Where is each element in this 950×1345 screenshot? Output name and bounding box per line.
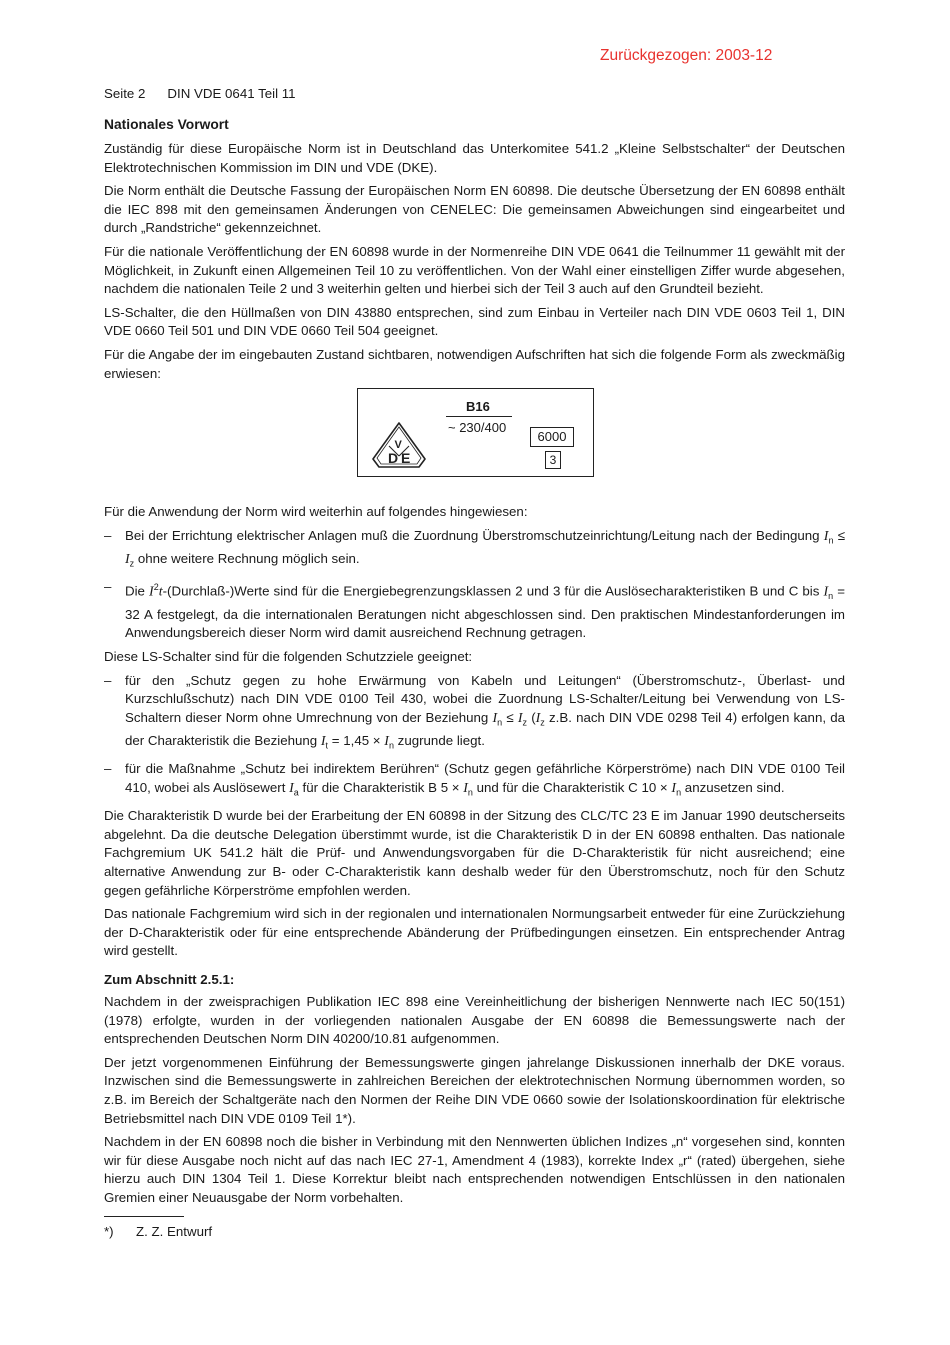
list-item-text: für den „Schutz gegen zu hohe Erwärmung von Kabeln und Leitungen“ (Überstromschutz-, Überlast- und Kurzschlußschutz) nach DIN VDE 0100 Teil 430, wobei die Zuordnung LS-Schalter/Leitung bei Verwendung von LS-Schaltern dieser Norm ohne Umrechnung von der Beziehung <box>125 672 845 725</box>
list-item-text: ohne weitere Rechnung möglich sein. <box>137 550 360 566</box>
mark-letter-v: V <box>394 439 402 452</box>
paragraph-marking: Für die Angabe der im eingebauten Zustand sichtbaren, notwendigen Aufschriften hat sich die folgende Form als zweckmäßig erwiesen: <box>104 346 845 381</box>
page-title: Nationales Vorwort <box>104 117 229 132</box>
mark-letter-e: E <box>401 450 411 467</box>
paragraph-committee: Das nationale Fachgremium wird sich in der regionalen und internationalen Normungsarbeit entweder für eine Zurückziehung der D-Charakteristik oder für eine entsprechende Abänderung der Prüfbedingungen einsetzen. Ein entsprechender Antrag wird gestellt. <box>104 906 845 959</box>
withdrawn-notice: Zurückgezogen: 2003-12 <box>600 47 773 64</box>
paragraph-notes-intro: Für die Anwendung der Norm wird weiterhin auf folgendes hingewiesen: <box>104 504 528 520</box>
paragraph-characteristic-d: Die Charakteristik D wurde bei der Erarbeitung der EN 60898 in der Sitzung des CLC/TC 23 E im Januar 1990 deutscherseits abgelehnt. Da die deutsche Delegation überstimmt wurde, ist die Charakteristik D in der EN 60898 enthalten. Das nationale Fachgremium UK 541.2 hält die Prüf- und Anwendungsvorgaben für die D-Charakteristik für nicht ausreichend; eine alternative Anwendung zur B- oder C-Charakteristik kann deshalb weder für den Überstromschutz, noch für den Schutz gegen gefährliche Körperströme empfohlen werden. <box>104 808 845 898</box>
mark-letter-d: D <box>388 450 399 467</box>
paragraph-indices: Nachdem in der EN 60898 noch die bisher in Verbindung mit den Nennwerten üblichen Indizes „n“ vorgesehen sind, konnten wir für diese Ausgabe noch nicht auf das nach IEC 27-1, Amendment 4 (1983), korrekte Index „r“ (rated) übergehen, siehe hierzu auch DIN 1304 Teil 1. Diese Korrektur bleibt nach entsprechenden notwendigen Entschlüssen in den nationalen Gremien einer Neuausgabe der Norm vorbehalten. <box>104 1134 845 1205</box>
footnote-mark: *) <box>104 1224 114 1240</box>
paragraph-introduction: Der jetzt vorgenommenen Einführung der Bemessungswerte gingen jahrelange Diskussionen innerhalb der DKE voraus. Inzwischen sind die Bemessungswerte in zahlreichen Bereichen der elektrotechnischen Normung übernommen worden, so z.B. im Bereich der Schaltgeräte nach den Normen der Reihe DIN VDE 0660 sowie der Isolationskoordination für elektrische Betriebsmittel nach DIN VDE 0109 Teil 1*). <box>104 1054 845 1126</box>
list-item-text: und für die Charakteristik C 10 × <box>476 779 668 795</box>
breaking-capacity-box: 6000 <box>530 427 574 447</box>
list-item-text: Bei der Errichtung elektrischer Anlagen muß die Zuordnung Überstromschutzeinrichtung/Leitung nach der Bedingung <box>125 527 820 543</box>
marking-figure <box>357 388 594 477</box>
list-item: – Bei der Errichtung elektrischer Anlagen muß die Zuordnung Überstromschutzeinrichtung/Leitung nach der Bedingung $I_n \le I_z$ ohne weitere Rechnung möglich sein. <box>104 527 845 574</box>
rating-label: B16 <box>466 399 490 415</box>
rating-divider <box>446 416 512 417</box>
list-item-text: = 32 A festgelegt, da die internationalen Beratungen nicht abgeschlossen sind. Den praktischen Mindestanforderungen im Anwendungsbereich dieser Norm wird damit ausreichend Rechnung getragen. <box>125 583 846 641</box>
paragraph-translation: Die Norm enthält die Deutsche Fassung der Europäischen Norm EN 60898. Die deutsche Übersetzung der EN 60898 enthält die IEC 898 mit den gemeinsamen Änderungen von CENELEC: Die gemeinsamen Abweichungen sind eingearbeitet und durch „Randstriche“ gekennzeichnet. <box>104 183 845 236</box>
paragraph-protection-goals: Diese LS-Schalter sind für die folgenden Schutzziele geeignet: <box>104 649 473 665</box>
paragraph-numbering: Für die nationale Veröffentlichung der EN 60898 wurde in der Normenreihe DIN VDE 0641 die Teilnummer 11 gewählt mit der Möglichkeit, in Zukunft einen Allgemeinen Teil 10 zu veröffentlichen. Von der Wahl einer einstelligen Ziffer wurde abgesehen, nachdem die nationalen Teile 2 und 3 weiterhin gelten und hierbei sich der Teil 3 auch auf den Grundteil bezieht. <box>104 243 845 297</box>
paragraph-installation: LS-Schalter, die den Hüllmaßen von DIN 43880 entsprechen, sind zum Einbau in Verteiler nach DIN VDE 0603 Teil 1, DIN VDE 0660 Teil 501 und DIN VDE 0660 Teil 504 geeignet. <box>104 304 845 339</box>
footnote <box>104 1223 845 1241</box>
list-item-text: zugrunde liegt. <box>397 733 485 749</box>
list-item-text: = 1,45 × <box>331 733 381 749</box>
page-number: Seite 2 <box>104 86 146 101</box>
footnote-divider <box>104 1216 184 1217</box>
list-dash: – <box>104 579 112 595</box>
list-item: – Die $I^2t-(Durchlaß-)Werte$ sind für die Energiebegrenzungsklassen 2 und 3 für die Auslösecharakteristiken B und C bis $I_n = 32$ A festgelegt, da die internationalen Beratungen nicht abgeschlossen sind. Den praktischen Mindestanforderungen im Anwendungsbereich dieser Norm wird damit ausreichend Rechnung getragen. <box>104 578 845 643</box>
list-item-text: Die <box>125 583 145 599</box>
list-item: – für den „Schutz gegen zu hohe Erwärmung von Kabeln und Leitungen“ (Überstromschutz-, Überlast- und Kurzschlußschutz) nach DIN VDE 0100 Teil 430, wobei die Zuordnung LS-Schalter/Leitung bei Verwendung von LS-Schaltern dieser Norm ohne Umrechnung von der Beziehung $I_n \le I_z$ ($I_z$ z.B. nach DIN VDE 0298 Teil 4) erfolgen kann, da der Charakteristik die Beziehung $I_t = 1,45 \times I_n$ zugrunde liegt. <box>104 672 845 756</box>
list-dash: – <box>104 672 112 688</box>
list-item-text: z.B. nach DIN VDE 0298 Teil 4) erfolgen kann, da der Charakteristik die Beziehung <box>125 709 846 749</box>
footnote-text: Z. Z. Entwurf <box>136 1224 213 1240</box>
vde-mark-icon <box>370 421 428 469</box>
list-item-text: -(Durchlaß-)Werte sind für die Energiebegrenzungsklassen 2 und 3 für die Auslösecharakteristiken B und C bis <box>162 583 820 599</box>
paragraph-rated-values: Nachdem in der zweisprachigen Publikation IEC 898 eine Vereinheitlichung der bisherigen Nennwerte nach IEC 50(151) (1978) erfolgte, wurden in der vorliegenden nationalen Ausgabe der EN 60898 die Bemessungswerte nach der entsprechenden Deutschen Norm DIN 40200/10.81 aufgenommen. <box>104 993 845 1047</box>
list-dash: – <box>104 761 112 777</box>
document-body <box>104 116 845 1241</box>
paragraph-responsibility: Zuständig für diese Europäische Norm ist in Deutschland das Unterkomitee 541.2 „Kleine Selbstschalter“ der Deutschen Elektrotechnischen Kommission im DIN und VDE (DKE). <box>104 141 845 175</box>
list-dash: – <box>104 527 112 543</box>
energy-class-box: 3 <box>545 451 561 469</box>
document-id: DIN VDE 0641 Teil 11 <box>167 86 296 101</box>
list-item-text: anzusetzen sind. <box>684 779 785 795</box>
list-item: – für die Maßnahme „Schutz bei indirektem Berühren“ (Schutz gegen gefährliche Körperströme) nach DIN VDE 0100 Teil 410, wobei als Auslösewert $I_a$ für die Charakteristik B $5 \times I_n$ und für die Charakteristik C $10 \times I_n$ anzusetzen sind. <box>104 760 845 802</box>
voltage-label: ~ 230/400 <box>448 420 507 436</box>
list-item-text: für die Maßnahme „Schutz bei indirektem Berühren“ (Schutz gegen gefährliche Körperströme) nach DIN VDE 0100 Teil 410, wobei als Auslösewert <box>125 761 845 795</box>
page-header <box>104 86 296 101</box>
section-heading: Zum Abschnitt 2.5.1: <box>104 971 235 987</box>
list-item-text: für die Charakteristik B 5 × <box>302 779 460 795</box>
